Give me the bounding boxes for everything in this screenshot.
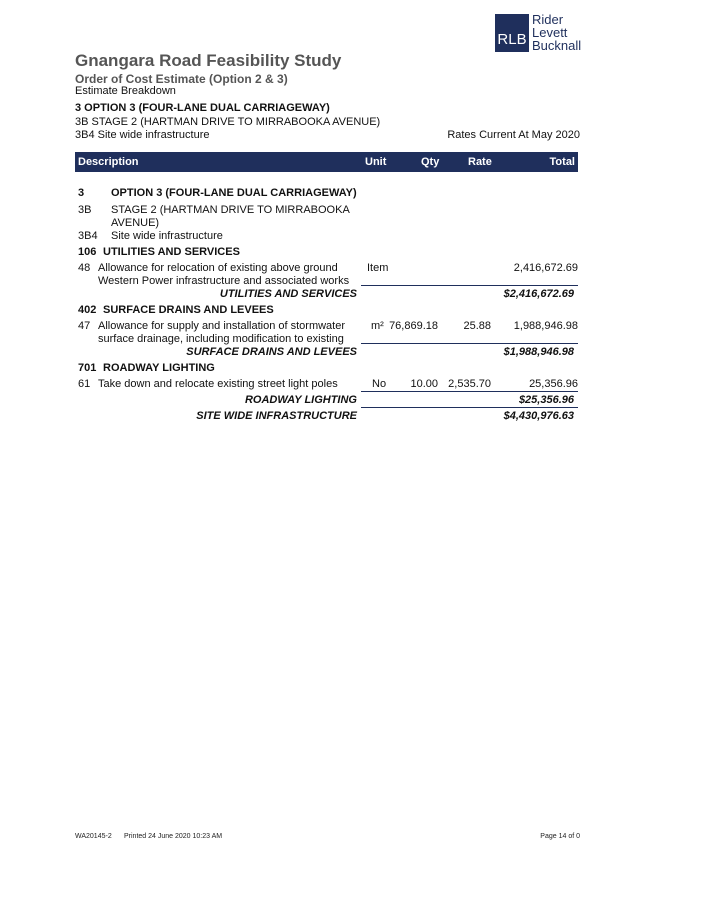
heading-element: 3B4 Site wide infrastructure [75,129,210,141]
subtotal-label: SURFACE DRAINS AND LEVEES [186,346,357,358]
item-qty: 76,869.18 [389,320,438,332]
heading-option: 3 OPTION 3 (FOUR-LANE DUAL CARRIAGEWAY) [75,102,330,114]
col-qty: Qty [421,156,440,168]
section-code: 701 [78,362,97,374]
group-label: Site wide infrastructure [111,230,223,242]
section-code: 106 [78,246,97,258]
item-unit: No [372,378,387,390]
subtotal-rule [361,285,578,286]
subtotal-value: $2,416,672.69 [503,288,574,300]
section-title: ROADWAY LIGHTING [103,362,215,374]
rlb-logo-mark: RLB [495,14,529,52]
item-description: Take down and relocate existing street light poles [98,378,338,390]
item-total: 1,988,946.98 [513,320,578,332]
item-description-cont: surface drainage, including modification to existing [98,333,344,345]
item-total: 25,356.96 [529,378,578,390]
subtotal-rule [361,391,578,392]
footer-reference: WA20145-2 [75,833,112,840]
item-unit: m² [371,320,384,332]
col-unit: Unit [365,156,387,168]
group-label: OPTION 3 (FOUR-LANE DUAL CARRIAGEWAY) [111,187,357,199]
item-rate: 2,535.70 [448,378,491,390]
subtotal-value: $25,356.96 [518,394,574,406]
subtotal-value: $1,988,946.98 [503,346,574,358]
group-code: 3B [78,204,92,216]
item-number: 47 [78,320,91,332]
document-subtitle: Order of Cost Estimate (Option 2 & 3) [75,72,288,86]
item-rate: 25.88 [463,320,491,332]
col-rate: Rate [468,156,492,168]
item-description: Allowance for supply and installation of stormwater [98,320,346,332]
table-header [75,152,578,172]
grand-total-rule [361,407,578,408]
section-code: 402 [78,304,97,316]
col-total: Total [549,156,575,168]
section-title: UTILITIES AND SERVICES [103,246,240,258]
footer-page-number: Page 14 of 0 [540,833,580,840]
group-code: 3 [78,187,85,199]
rates-current: Rates Current At May 2020 [447,129,580,141]
subtotal-rule [361,343,578,344]
footer-printed: Printed 24 June 2020 10:23 AM [124,833,223,840]
item-number: 48 [78,262,91,274]
item-description: Allowance for relocation of existing above ground [98,262,338,274]
group-label-cont: AVENUE) [111,217,160,229]
group-code: 3B4 [78,230,98,242]
subtotal-label: UTILITIES AND SERVICES [219,288,357,300]
document-title: Gnangara Road Feasibility Study [75,51,342,70]
heading-stage: 3B STAGE 2 (HARTMAN DRIVE TO MIRRABOOKA AVENUE) [75,116,381,128]
grand-total-label: SITE WIDE INFRASTRUCTURE [196,410,357,422]
item-total: 2,416,672.69 [513,262,578,274]
rlb-logo-text: Rider Levett Bucknall [532,12,582,53]
section-title: SURFACE DRAINS AND LEVEES [103,304,274,316]
col-description: Description [78,156,139,168]
item-unit: Item [367,262,389,274]
subtotal-label: ROADWAY LIGHTING [244,394,357,406]
group-label: STAGE 2 (HARTMAN DRIVE TO MIRRABOOKA [111,204,350,216]
item-description-cont: Western Power infrastructure and associated works [98,275,350,287]
item-qty: 10.00 [410,378,438,390]
item-number: 61 [78,378,91,390]
document-subtitle-2: Estimate Breakdown [75,85,176,97]
grand-total-value: $4,430,976.63 [503,410,574,422]
